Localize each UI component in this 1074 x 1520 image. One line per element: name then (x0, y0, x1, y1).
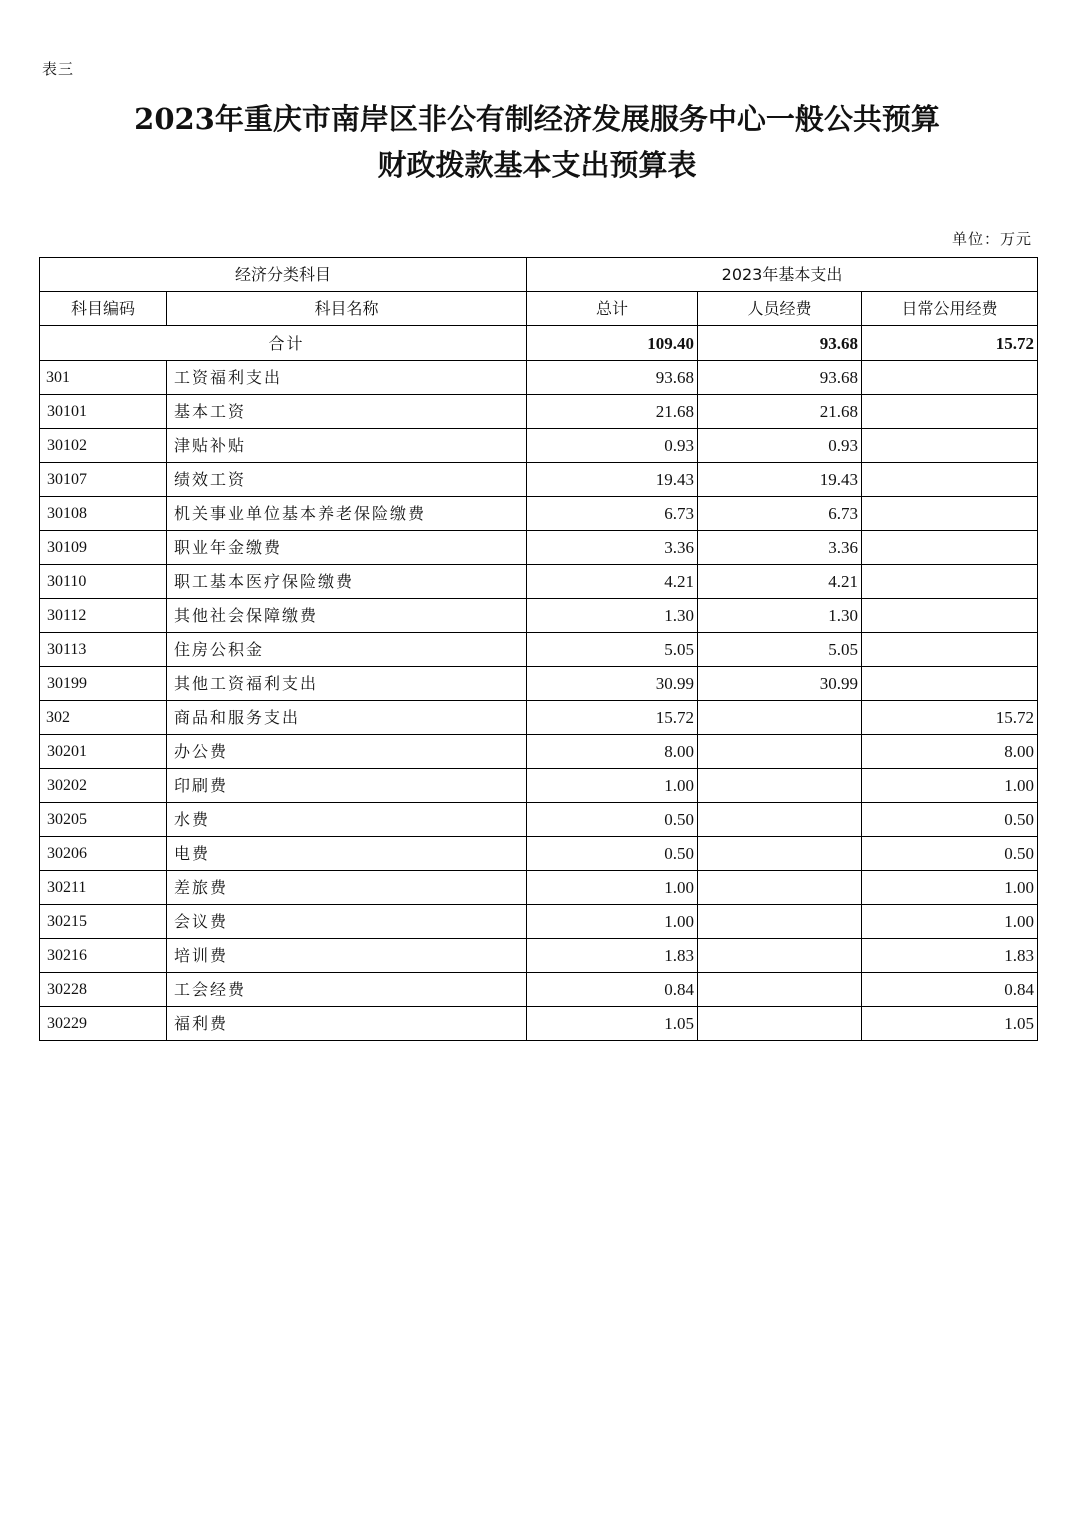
row-public (862, 531, 1038, 565)
row-public: 1.00 (862, 871, 1038, 905)
row-code: 30113 (40, 633, 167, 667)
row-personnel: 0.93 (698, 429, 862, 463)
totals-row (40, 326, 1038, 361)
row-code: 302 (40, 701, 167, 735)
table-row (40, 939, 1038, 973)
row-name: 住房公积金 (167, 633, 527, 667)
row-total: 1.05 (527, 1007, 698, 1041)
row-personnel: 30.99 (698, 667, 862, 701)
table-row (40, 429, 1038, 463)
row-name: 机关事业单位基本养老保险缴费 (167, 497, 527, 531)
row-code: 30110 (40, 565, 167, 599)
table-row (40, 803, 1038, 837)
row-total: 1.00 (527, 871, 698, 905)
row-personnel (698, 769, 862, 803)
table-row (40, 531, 1038, 565)
table-row (40, 599, 1038, 633)
row-personnel (698, 905, 862, 939)
page-title (0, 96, 1074, 188)
row-name: 津贴补贴 (167, 429, 527, 463)
row-total: 5.05 (527, 633, 698, 667)
row-code: 30109 (40, 531, 167, 565)
row-total: 0.93 (527, 429, 698, 463)
row-personnel (698, 939, 862, 973)
row-public: 0.50 (862, 837, 1038, 871)
row-public (862, 361, 1038, 395)
table-row (40, 735, 1038, 769)
row-total: 93.68 (527, 361, 698, 395)
row-public (862, 497, 1038, 531)
row-total: 19.43 (527, 463, 698, 497)
table-body (40, 326, 1038, 1041)
row-code: 30112 (40, 599, 167, 633)
row-code: 30215 (40, 905, 167, 939)
row-name: 商品和服务支出 (167, 701, 527, 735)
table-row (40, 871, 1038, 905)
row-public: 1.83 (862, 939, 1038, 973)
totals-total: 109.40 (527, 326, 698, 361)
row-public (862, 667, 1038, 701)
row-name: 基本工资 (167, 395, 527, 429)
row-code: 30228 (40, 973, 167, 1007)
row-public (862, 565, 1038, 599)
row-code: 30205 (40, 803, 167, 837)
row-name: 职工基本医疗保险缴费 (167, 565, 527, 599)
row-public (862, 633, 1038, 667)
row-code: 30211 (40, 871, 167, 905)
row-personnel: 4.21 (698, 565, 862, 599)
row-name: 其他工资福利支出 (167, 667, 527, 701)
row-code: 30101 (40, 395, 167, 429)
row-total: 3.36 (527, 531, 698, 565)
header-public: 日常公用经费 (862, 292, 1038, 326)
row-personnel: 21.68 (698, 395, 862, 429)
budget-table (39, 257, 1038, 1041)
header-economic-classification: 经济分类科目 (40, 258, 527, 292)
header-name: 科目名称 (167, 292, 527, 326)
row-personnel: 1.30 (698, 599, 862, 633)
row-code: 30201 (40, 735, 167, 769)
table-row (40, 633, 1038, 667)
row-name: 培训费 (167, 939, 527, 973)
table-row (40, 463, 1038, 497)
title-line-2: 财政拨款基本支出预算表 (377, 148, 697, 182)
table-row (40, 837, 1038, 871)
row-name: 差旅费 (167, 871, 527, 905)
row-code: 30229 (40, 1007, 167, 1041)
table-row (40, 769, 1038, 803)
row-code: 30199 (40, 667, 167, 701)
row-public: 1.00 (862, 769, 1038, 803)
row-name: 职业年金缴费 (167, 531, 527, 565)
row-personnel (698, 837, 862, 871)
row-personnel (698, 871, 862, 905)
row-public: 0.84 (862, 973, 1038, 1007)
row-code: 30206 (40, 837, 167, 871)
row-personnel (698, 735, 862, 769)
unit-label: 单位：万元 (951, 230, 1032, 248)
row-name: 办公费 (167, 735, 527, 769)
row-name: 电费 (167, 837, 527, 871)
row-total: 4.21 (527, 565, 698, 599)
table-row (40, 973, 1038, 1007)
row-personnel (698, 701, 862, 735)
row-code: 30216 (40, 939, 167, 973)
row-name: 印刷费 (167, 769, 527, 803)
table-row (40, 701, 1038, 735)
row-total: 1.00 (527, 769, 698, 803)
header-total: 总计 (527, 292, 698, 326)
row-personnel: 3.36 (698, 531, 862, 565)
row-personnel (698, 803, 862, 837)
row-total: 21.68 (527, 395, 698, 429)
row-total: 15.72 (527, 701, 698, 735)
row-name: 会议费 (167, 905, 527, 939)
row-total: 0.50 (527, 803, 698, 837)
row-total: 8.00 (527, 735, 698, 769)
title-line-1: 2023年重庆市南岸区非公有制经济发展服务中心一般公共预算 (134, 102, 940, 136)
row-code: 30107 (40, 463, 167, 497)
row-public: 0.50 (862, 803, 1038, 837)
row-public (862, 429, 1038, 463)
row-public: 15.72 (862, 701, 1038, 735)
table-row (40, 667, 1038, 701)
row-total: 6.73 (527, 497, 698, 531)
row-total: 0.84 (527, 973, 698, 1007)
row-code: 301 (40, 361, 167, 395)
row-personnel: 93.68 (698, 361, 862, 395)
row-total: 1.83 (527, 939, 698, 973)
header-code: 科目编码 (40, 292, 167, 326)
row-personnel: 6.73 (698, 497, 862, 531)
row-name: 工会经费 (167, 973, 527, 1007)
table-row (40, 497, 1038, 531)
totals-label: 合计 (40, 326, 527, 361)
header-basic-expenditure: 2023年基本支出 (527, 258, 1038, 292)
table-row (40, 361, 1038, 395)
row-public (862, 463, 1038, 497)
table-row (40, 1007, 1038, 1041)
table-row (40, 565, 1038, 599)
row-total: 1.30 (527, 599, 698, 633)
row-public: 1.05 (862, 1007, 1038, 1041)
row-personnel (698, 973, 862, 1007)
row-name: 福利费 (167, 1007, 527, 1041)
row-public (862, 599, 1038, 633)
row-total: 0.50 (527, 837, 698, 871)
row-code: 30202 (40, 769, 167, 803)
row-code: 30108 (40, 497, 167, 531)
totals-personnel: 93.68 (698, 326, 862, 361)
row-code: 30102 (40, 429, 167, 463)
row-personnel (698, 1007, 862, 1041)
row-personnel: 5.05 (698, 633, 862, 667)
table-row (40, 905, 1038, 939)
row-public (862, 395, 1038, 429)
totals-public: 15.72 (862, 326, 1038, 361)
row-total: 1.00 (527, 905, 698, 939)
table-label: 表三 (42, 60, 75, 78)
row-public: 8.00 (862, 735, 1038, 769)
row-name: 其他社会保障缴费 (167, 599, 527, 633)
table-row (40, 395, 1038, 429)
row-total: 30.99 (527, 667, 698, 701)
header-personnel: 人员经费 (698, 292, 862, 326)
row-name: 水费 (167, 803, 527, 837)
row-public: 1.00 (862, 905, 1038, 939)
row-name: 工资福利支出 (167, 361, 527, 395)
row-personnel: 19.43 (698, 463, 862, 497)
row-name: 绩效工资 (167, 463, 527, 497)
